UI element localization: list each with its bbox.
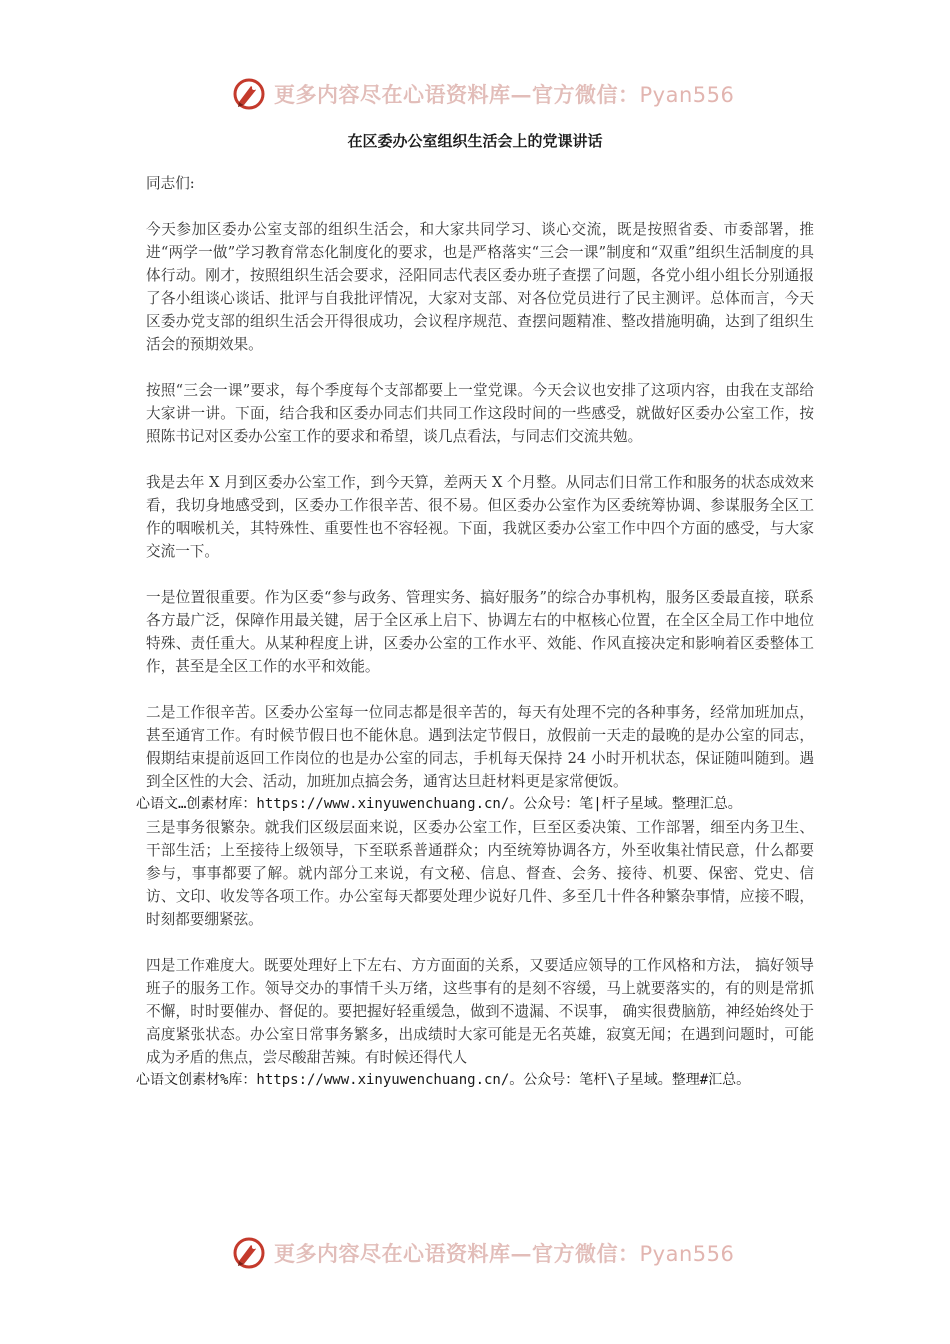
document-title: 在区委办公室组织生活会上的党课讲话 bbox=[347, 132, 603, 150]
banner-wechat-id: Pyan556 bbox=[639, 83, 735, 107]
banner-text bbox=[274, 1238, 734, 1268]
paragraph-4: 一是位置很重要。作为区委“参与政务、管理实务、搞好服务”的综合办事机构，服务区委最直接，联系各方最广泛，保障作用最关键，居于全区承上启下、协调左右的中枢核心位置，在全区全局工作中地位特殊、责任重大。从某种程度上讲，区委办公室的工作水平、效能、作风直接决定和影响着区委整体工作，甚至是全区工作的水平和效能。 bbox=[146, 589, 814, 675]
banner-text bbox=[274, 79, 734, 109]
header-banner bbox=[232, 74, 752, 114]
paragraph-5: 二是工作很辛苦。区委办公室每一位同志都是很辛苦的，每天有处理不完的各种事务，经常加班加点，甚至通宵工作。有时候节假日也不能休息。遇到法定节假日，放假前一天走的最晚的是办公室的同志，假期结束提前返回工作岗位的也是办公室的同志，手机每天保持 24 小时开机状态，保证随叫随到。遇到全区性的大会、活动，加班加点搞会务，通宵达旦赶材料更是家常便饭。 bbox=[146, 704, 814, 790]
brand-logo-icon bbox=[232, 77, 266, 111]
paragraph-7: 四是工作难度大。既要处理好上下左右、方方面面的关系，又要适应领导的工作风格和方法， 搞好领导班子的服务工作。领导交办的事情千头万绪，这些事有的是刻不容缓，马上就要落实的，有的则是常抓不懈，时时要催办、督促的。要把握好轻重缓急，做到不遗漏、不误事， 确实很费脑筋，神经始终处于高度紧张状态。办公室日常事务繁多，出成绩时大家可能是无名英雄，寂寞无闻；在遇到问题时，可能成为矛盾的焦点，尝尽酸甜苦辣。有时候还得代人 bbox=[146, 957, 814, 1066]
banner-label: 更多内容尽在心语资料库—官方微信： bbox=[274, 82, 640, 107]
document-body bbox=[136, 172, 814, 1092]
greeting: 同志们: bbox=[146, 175, 195, 192]
banner-wechat-id: Pyan556 bbox=[639, 1242, 735, 1266]
banner-label: 更多内容尽在心语资料库—官方微信： bbox=[274, 1241, 640, 1266]
paragraph-1: 今天参加区委办公室支部的组织生活会，和大家共同学习、谈心交流，既是按照省委、市委部署，推进“两学一做”学习教育常态化制度化的要求，也是严格落实“三会一课”制度和“双重”组织生活制度的具体行动。刚才，按照组织生活会要求，泾阳同志代表区委办班子查摆了问题，各党小组小组长分别通报了各小组谈心谈话、批评与自我批评情况，大家对支部、对各位党员进行了民主测评。总体而言，今天区委办党支部的组织生活会开得很成功，会议程序规范、查摆问题精准、整改措施明确，达到了组织生活会的预期效果。 bbox=[146, 221, 814, 353]
paragraph-3: 我是去年 X 月到区委办公室工作，到今天算，差两天 X 个月整。从同志们日常工作和服务的状态成效来看，我切身地感受到，区委办工作很辛苦、很不易。但区委办公室作为区委统筹协调、参谋服务全区工作的咽喉机关，其特殊性、重要性也不容轻视。下面，我就区委办公室工作中四个方面的感受，与大家交流一下。 bbox=[146, 474, 814, 560]
paragraph-2: 按照“三会一课”要求，每个季度每个支部都要上一堂党课。今天会议也安排了这项内容，由我在支部给大家讲一讲。下面，结合我和区委办同志们共同工作这段时间的一些感受，就做好区委办公室工作，按照陈书记对区委办公室工作的要求和希望，谈几点看法，与同志们交流共勉。 bbox=[146, 382, 814, 445]
paragraph-6: 三是事务很繁杂。就我们区级层面来说，区委办公室工作，巨至区委决策、工作部署，细至内务卫生、干部生活；上至接待上级领导，下至联系普通群众；内至统筹协调各方，外至收集社情民意，什么都要参与，事事都要了解。就内部分工来说，有文秘、信息、督查、会务、接待、机要、保密、党史、信访、文印、收发等各项工作。办公室每天都要处理少说好几件、多至几十件各种繁杂事情，应接不暇，时刻都要绷紧弦。 bbox=[146, 819, 814, 928]
brand-logo-icon bbox=[232, 1236, 266, 1270]
watermark-line-1: 心语文…创素材库：https://www.xinyuwenchuang.cn/。公众号：笔|杆子星域。整理汇总。 bbox=[136, 796, 742, 812]
watermark-line-2: 心语文创素材%库：https://www.xinyuwenchuang.cn/。公众号：笔杆\子星域。整理#汇总。 bbox=[136, 1072, 751, 1088]
footer-banner bbox=[232, 1233, 752, 1273]
